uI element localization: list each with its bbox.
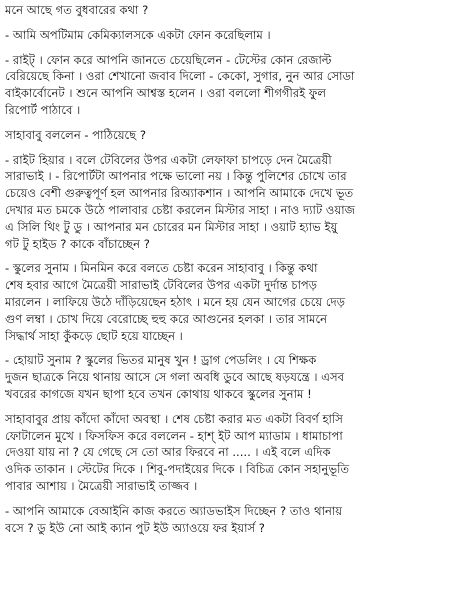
text-line: - স্কুলের সুনাম । মিনমিন করে বলতে চেষ্টা করেন সাহাবাবু । কিন্তু কথা bbox=[5, 261, 318, 276]
text-line: গুণ লম্বা । চোখ দিয়ে বেরোচ্ছে হুহু করে আগুনের হলকা । তার সামনে bbox=[5, 311, 328, 326]
text-line: মারলেন । লাফিয়ে উঠে দাঁড়িয়েছেন হঠাৎ । মনে হয় যেন আগের চেয়ে দেড় bbox=[5, 294, 345, 309]
paragraph-5 bbox=[5, 152, 452, 253]
paragraph-9 bbox=[5, 503, 452, 537]
paragraph-8 bbox=[5, 411, 452, 495]
paragraph-3 bbox=[5, 52, 452, 119]
text-line: বেরিয়েছে কিনা । ওরা শেখানো জবাব দিলো - কেকো, সুগার, নুন আর সোডা bbox=[5, 69, 355, 84]
text-line: - রাইট হিয়ার । বলে টেবিলের উপর একটা লেফাফা চাপড়ে দেন মৈত্রেয়ী bbox=[5, 152, 332, 167]
text-line: গট টু হাইড ? কাকে বাঁচাচ্ছেন ? bbox=[5, 236, 150, 251]
text-line: রিপোর্ট পাঠাবে । bbox=[5, 102, 81, 117]
paragraph-7 bbox=[5, 352, 452, 402]
text-line: - আপনি আমাকে বেআইনি কাজ করতে অ্যাডভাইস দিচ্ছেন ? তাও থানায় bbox=[5, 503, 343, 518]
text-line: ওদিক তাকান । স্টেটের দিকে । শিবু-পদাইয়ের দিকে । বিচিত্র কোন সহানুভূতি bbox=[5, 462, 350, 477]
text-line: দেখার মত চমকে উঠে পালাবার চেষ্টা করলেন মিস্টার সাহা । নাও দ্যাট ওয়াজ bbox=[5, 202, 355, 217]
text-line: পাবার আশায় । মৈত্রেয়ী সারাভাই তাজ্জব । bbox=[5, 478, 198, 493]
text-line: সাহাবাবু বললেন - পাঠিয়েছে ? bbox=[5, 127, 147, 142]
text-line: শেষ হবার আগে মৈত্রেয়ী সারাভাই টেবিলের উপর একটা দুর্দান্ত চাপড় bbox=[5, 278, 318, 293]
paragraph-1 bbox=[5, 2, 452, 19]
text-line: সাহাবাবুর প্রায় কাঁদো কাঁদো অবস্থা । শেষ চেষ্টা করার মত একটা বিবর্ণ হাসি bbox=[5, 411, 343, 426]
paragraph-2 bbox=[5, 27, 452, 44]
paragraph-6 bbox=[5, 260, 452, 344]
text-line: দেওয়া যায় না ? যে গেছে সে তো আর ফিরবে না ..... । এই বলে এদিক bbox=[5, 445, 331, 460]
text-line: এ সিলি থিং টু ডু । আপনার মন চোরের মন মিস্টার সাহা । ওয়াট হ্যাভ ইয়ু bbox=[5, 219, 338, 234]
text-line: - আমি অপটিমাম কেমিক্যালসকে একটা ফোন করেছিলাম । bbox=[5, 27, 271, 42]
text-line: সারাভাই । - রিপোর্টটা আপনার পক্ষে ভালো নয় । কিন্তু পুলিশের চোখে তার bbox=[5, 169, 347, 184]
text-line: খবরের কাগজে যখন ছাপা হবে তখন কোথায় থাকবে স্কুলের সুনাম ! bbox=[5, 386, 312, 401]
text-line: বাইকার্বোনেট । শুনে আপনি আশ্বস্ত হলেন । ওরা বললো শীগগীরই ফুল bbox=[5, 86, 327, 101]
text-line: - রাইট্ । ফোন করে আপনি জানতে চেয়েছিলেন - টেস্টের কোন রেজাল্ট bbox=[5, 52, 332, 67]
text-line: দুজন ছাত্রকে নিয়ে থানায় আসে সে গলা অবধি ডুবে আছে ষড়যন্ত্রে । এসব bbox=[5, 370, 345, 385]
text-line: মনে আছে গত বুধবারের কথা ? bbox=[5, 3, 149, 17]
text-line: চেয়েও বেশী গুরুত্বপূর্ণ হল আপনার রিঅ্যাকশান । আপনি আমাকে দেখে ভূত bbox=[5, 186, 354, 201]
text-line: ফোটালেন মুখে । ফিসফিস করে বললেন - হাশ্ ইট আপ ম্যাডাম । ধামাচাপা bbox=[5, 428, 343, 443]
paragraph-4 bbox=[5, 127, 452, 144]
text-line: - হোয়াট সুনাম ? স্কুলের ভিতর মানুষ খুন ! ড্রাগ পেডলিং । যে শিক্ষক bbox=[5, 353, 317, 368]
text-line: সিদ্ধার্থ সাহা কুঁকড়ে ছোট হয়ে যাচ্ছেন । bbox=[5, 328, 183, 343]
text-line: বসে ? ডু ইউ নো আই ক্যান পুট ইউ অ্যাওয়ে ফর ইয়ার্স ? bbox=[5, 520, 265, 535]
